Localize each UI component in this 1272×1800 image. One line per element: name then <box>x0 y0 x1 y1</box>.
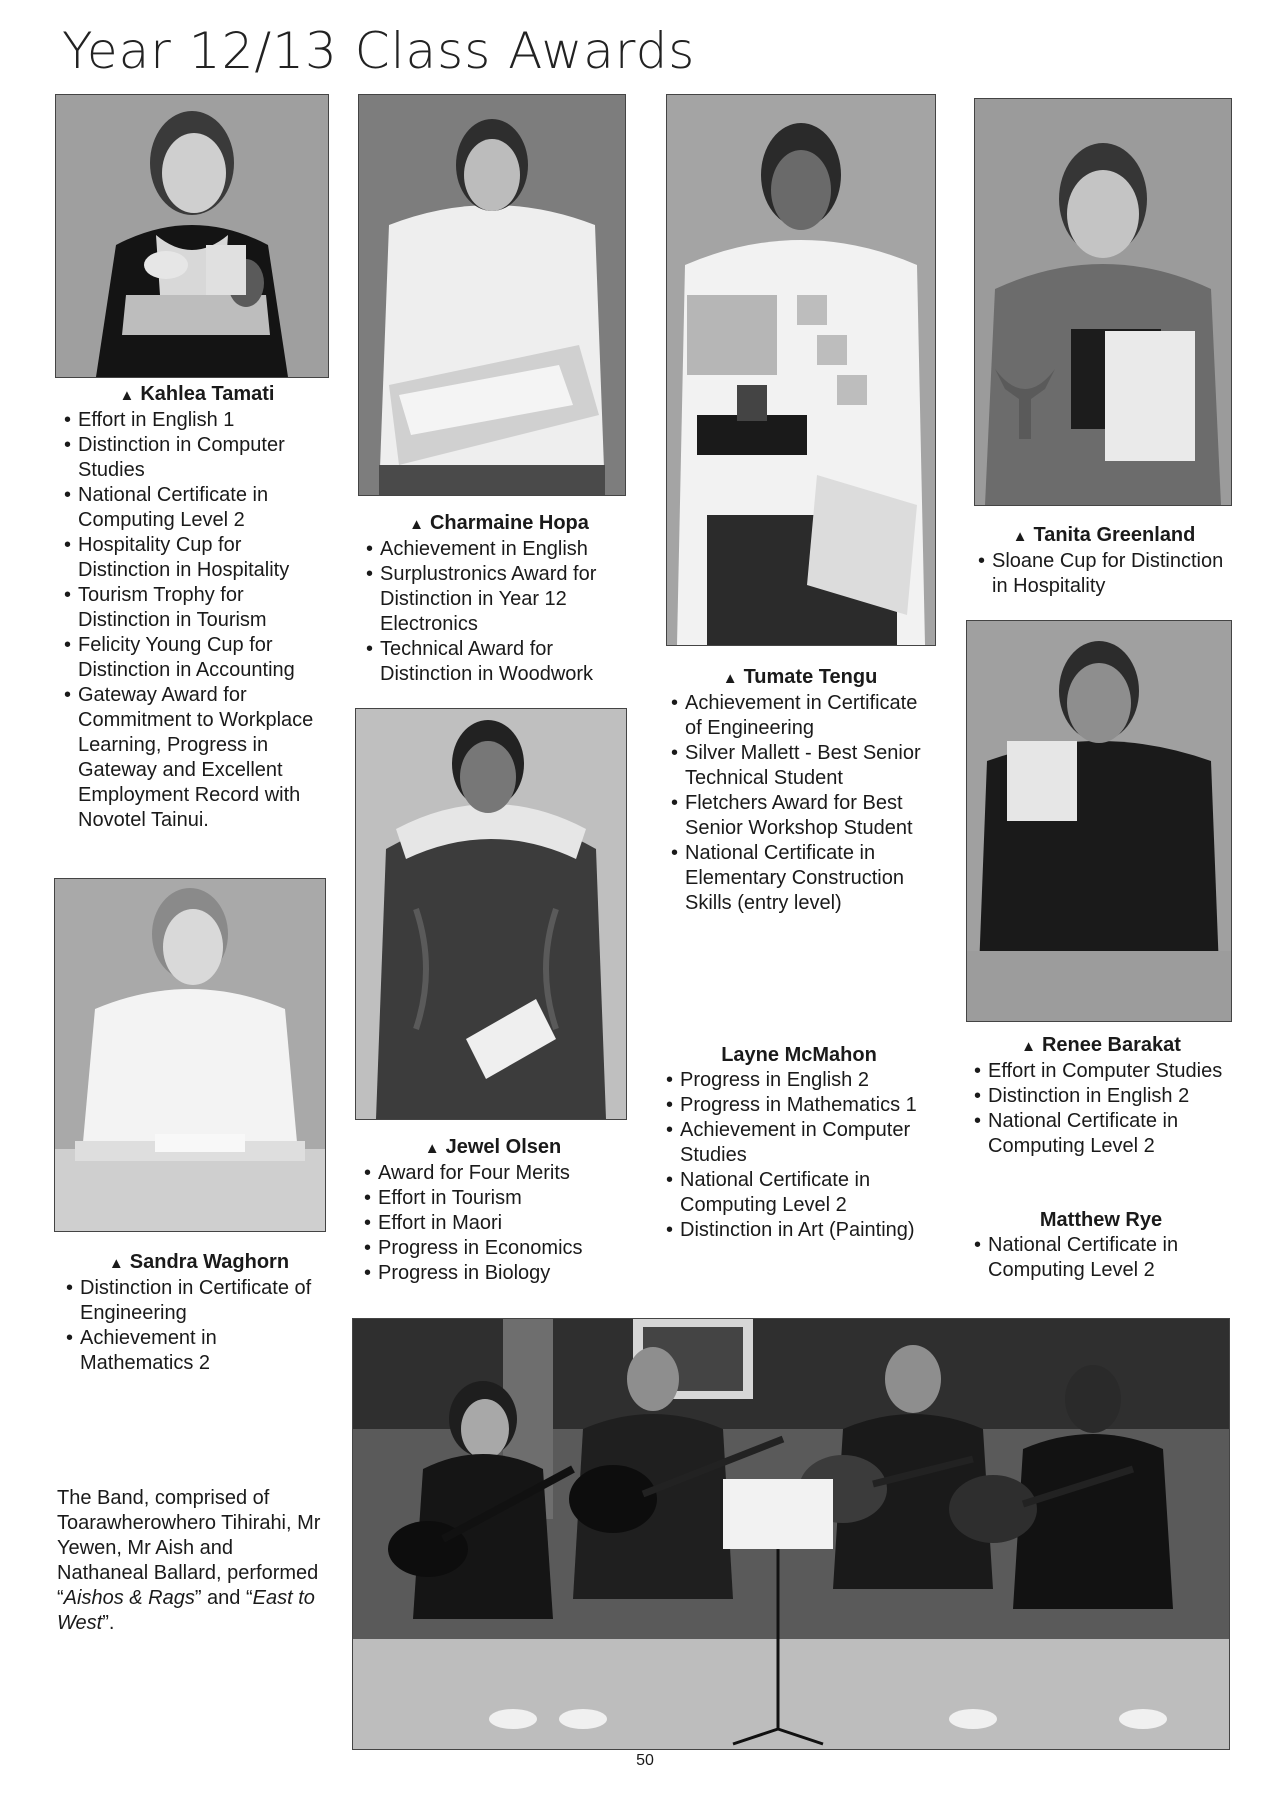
award-block-kahlea <box>62 382 332 833</box>
award-item: • Distinction in Computer Studies <box>62 433 332 483</box>
triangle-icon: ▲ <box>1021 1038 1036 1055</box>
award-item: • Felicity Young Cup for Distinction in Accounting <box>62 633 332 683</box>
student-name: ▲ Tumate Tengu <box>722 666 878 688</box>
triangle-icon: ▲ <box>722 670 738 687</box>
photo-tanita-greenland <box>974 98 1232 506</box>
award-item: • National Certificate in Computing Level 2 <box>664 1168 934 1218</box>
page-title: Year 12/13 Class Awards <box>62 22 696 80</box>
award-item: • Distinction in Certificate of Engineering <box>64 1276 334 1326</box>
award-item: • Effort in Tourism <box>362 1186 624 1211</box>
award-item: • Tourism Trophy for Distinction in Tourism <box>62 583 332 633</box>
photo-jewel-olsen <box>355 708 627 1120</box>
award-item: • National Certificate in Elementary Construction Skills (entry level) <box>669 841 931 916</box>
award-item: • Distinction in Art (Painting) <box>664 1218 934 1243</box>
award-block-charmaine <box>364 511 634 687</box>
award-item: • Achievement in English <box>364 537 634 562</box>
award-block-layne <box>664 1043 934 1243</box>
award-item: • Achievement in Mathematics 2 <box>64 1326 334 1376</box>
award-block-jewel <box>362 1135 624 1286</box>
student-name: ▲ Renee Barakat <box>1021 1034 1181 1056</box>
photo-charmaine-hopa <box>358 94 626 496</box>
award-item: • National Certificate in Computing Level 2 <box>62 483 332 533</box>
student-name: ▲ Kahlea Tamati <box>119 383 275 405</box>
award-block-matthew <box>972 1208 1230 1283</box>
band-caption: The Band, comprised of Toarawherowhero Tihirahi, Mr Yewen, Mr Aish and Nathaneal Ballard, performed “Aishos & Rags” and “East to West”. <box>57 1487 321 1634</box>
award-item: • Silver Mallett - Best Senior Technical Student <box>669 741 931 791</box>
photo-renee-barakat <box>966 620 1232 1022</box>
award-item: • Achievement in Computer Studies <box>664 1118 934 1168</box>
award-item: • Progress in Biology <box>362 1261 624 1286</box>
student-name: ▲ Tanita Greenland <box>1012 524 1196 546</box>
award-item: • Effort in Computer Studies <box>972 1059 1230 1084</box>
student-name: ▲ Jewel Olsen <box>424 1136 562 1158</box>
award-item: • Distinction in English 2 <box>972 1084 1230 1109</box>
student-name: ▲ Charmaine Hopa <box>409 512 589 534</box>
photo-band <box>352 1318 1230 1750</box>
award-block-tanita <box>976 523 1232 599</box>
award-block-tumate <box>669 665 931 916</box>
triangle-icon: ▲ <box>108 1255 124 1272</box>
award-block-sandra <box>64 1250 334 1376</box>
song-title: Aishos & Rags <box>63 1587 195 1609</box>
award-item: • Progress in English 2 <box>664 1068 934 1093</box>
award-item: • Award for Four Merits <box>362 1161 624 1186</box>
award-item: • Achievement in Certificate of Engineering <box>669 691 931 741</box>
award-item: • Progress in Mathematics 1 <box>664 1093 934 1118</box>
page-number: 50 <box>636 1752 654 1769</box>
photo-sandra-waghorn <box>54 878 326 1232</box>
award-item: • Progress in Economics <box>362 1236 624 1261</box>
student-name: Layne McMahon <box>721 1044 877 1066</box>
award-item: • National Certificate in Computing Level 2 <box>972 1109 1230 1159</box>
photo-tumate-tengu <box>666 94 936 646</box>
photo-kahlea-tamati <box>55 94 329 378</box>
award-block-renee <box>972 1033 1230 1159</box>
award-item: • Sloane Cup for Distinction in Hospitality <box>976 549 1232 599</box>
triangle-icon: ▲ <box>1012 528 1028 545</box>
award-item: • Fletchers Award for Best Senior Workshop Student <box>669 791 931 841</box>
award-item: • Effort in Maori <box>362 1211 624 1236</box>
award-item: • Hospitality Cup for Distinction in Hospitality <box>62 533 332 583</box>
triangle-icon: ▲ <box>424 1140 440 1157</box>
student-name: ▲ Sandra Waghorn <box>108 1251 290 1273</box>
award-item: • Technical Award for Distinction in Woodwork <box>364 637 634 687</box>
award-item: • Gateway Award for Commitment to Workplace Learning, Progress in Gateway and Excellent Employment Record with Novotel Tainui. <box>62 683 332 833</box>
award-item: • National Certificate in Computing Level 2 <box>972 1233 1230 1283</box>
triangle-icon: ▲ <box>119 387 135 404</box>
song-title: East to West <box>57 1587 315 1634</box>
triangle-icon: ▲ <box>409 516 424 533</box>
award-item: • Effort in English 1 <box>62 408 332 433</box>
award-item: • Surplustronics Award for Distinction in Year 12 Electronics <box>364 562 634 637</box>
student-name: Matthew Rye <box>1039 1209 1163 1231</box>
